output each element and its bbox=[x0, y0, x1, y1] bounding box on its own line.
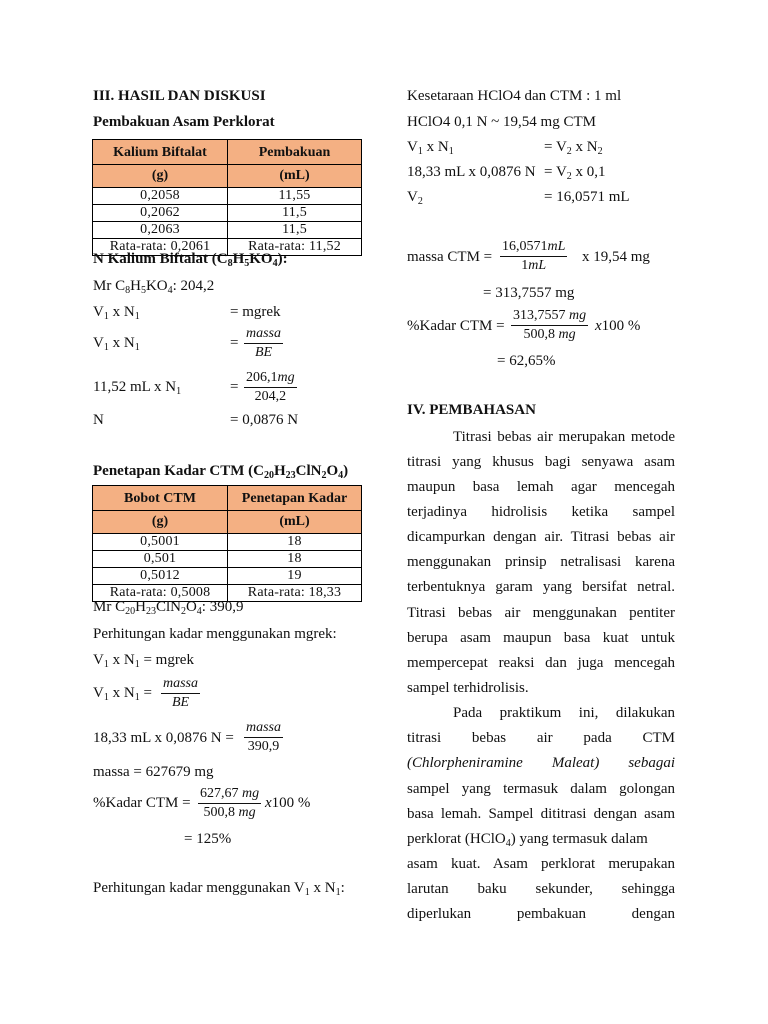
table-cell: 11,5 bbox=[228, 205, 362, 222]
table-cell: 0,5012 bbox=[93, 568, 228, 585]
kadar-ctm-label-r: %Kadar CTM = bbox=[407, 318, 505, 334]
section-title-hasil: III. HASIL DAN DISKUSI bbox=[93, 88, 266, 104]
paragraph-line: mempercepat reaksi dan juga mencegah bbox=[407, 655, 675, 671]
table-cell: 0,2058 bbox=[93, 188, 228, 205]
mr-ctm: Mr $C_{20}H_{23}ClN_2O_4$: 390,9 bbox=[93, 599, 244, 617]
paragraph-line: Pada praktikum ini, dilakukan bbox=[453, 705, 675, 721]
eq-v2-label: $V_2$ bbox=[407, 189, 423, 207]
table-header-unit-ml: (mL) bbox=[228, 165, 362, 188]
table-cell: 18 bbox=[228, 534, 362, 551]
paragraph-line: diperlukan pembakuan dengan bbox=[407, 906, 675, 922]
table-header-unit-g: (g) bbox=[93, 511, 228, 534]
table-cell: Rata-rata: 0,2061 bbox=[93, 239, 228, 256]
table-row bbox=[93, 188, 362, 205]
paragraph-line: basa lemah. Sampel dititrasi dengan asam bbox=[407, 806, 675, 822]
table-header-unit-ml: (mL) bbox=[228, 511, 362, 534]
paragraph-line: titrasi bebas air pada CTM bbox=[407, 730, 675, 746]
eq-sign: = bbox=[230, 379, 239, 395]
table-header-bobot: Bobot CTM bbox=[93, 486, 228, 511]
table-row bbox=[93, 551, 362, 568]
massa-ctm-label: massa CTM = bbox=[407, 249, 493, 265]
eq-v1n1-massa: $V_1$ x $N_1$ = bbox=[93, 685, 152, 703]
fraction-62767-5008: $\frac{627,67 mg}{500,8 mg}$ bbox=[200, 786, 260, 820]
eq-v1n1-label-2: $V_1$ x $N_1$ bbox=[93, 335, 140, 353]
paragraph-line: perklorat (HClO$_4$) yang termasuk dalam bbox=[407, 831, 648, 849]
paragraph-line: asam kuat. Asam perklorat merupakan bbox=[407, 856, 675, 872]
eq-v2n2: = $V_2$ x $N_2$ bbox=[544, 139, 603, 157]
table-header-pembakuan: Pembakuan bbox=[228, 140, 362, 165]
eq-1833-r: 18,33 mL x 0,0876 N bbox=[407, 164, 536, 180]
x100-percent-r: x100 % bbox=[595, 318, 641, 334]
paragraph-line: menggunakan prinsip netralisasi karena bbox=[407, 554, 675, 570]
paragraph-line: berupa asam maupun basa kuat untuk bbox=[407, 630, 675, 646]
fraction-2061-2042: $\frac{206,1mg}{204,2}$ bbox=[246, 370, 295, 404]
paragraph-line: sampel terhidrolisis. bbox=[407, 680, 529, 696]
table-cell: 11,5 bbox=[228, 222, 362, 239]
table-cell: 0,5001 bbox=[93, 534, 228, 551]
paragraph-line: dicampurkan dengan air. Titrasi bebas air bbox=[407, 529, 675, 545]
kadar-result: = 125% bbox=[184, 831, 232, 847]
massa-ctm-result: = 313,7557 mg bbox=[483, 285, 575, 301]
x-1954-mg: x 19,54 mg bbox=[582, 249, 650, 265]
table-cell: 19 bbox=[228, 568, 362, 585]
table-cell: 0,2063 bbox=[93, 222, 228, 239]
heading-n-kalium-biftalat: N Kalium Biftalat $(C_8H_5KO_4)$: bbox=[93, 251, 288, 269]
table-cell: 0,2062 bbox=[93, 205, 228, 222]
perhitungan-v1n1-label: Perhitungan kadar menggunakan $V_1$ x $N_1$: bbox=[93, 880, 345, 898]
table-row bbox=[93, 222, 362, 239]
x100-percent: x100 % bbox=[265, 795, 311, 811]
table-cell: 11,55 bbox=[228, 188, 362, 205]
paragraph-line: sampel yang termasuk dalam golongan bbox=[407, 781, 675, 797]
table-cell: Rata-rata: 11,52 bbox=[228, 239, 362, 256]
massa-result: massa = 627679 mg bbox=[93, 764, 214, 780]
table-row bbox=[93, 568, 362, 585]
eq-v2-result: = 16,0571 mL bbox=[544, 189, 630, 205]
fraction-160571-1ml: $\frac{16,0571mL}{1mL}$ bbox=[502, 239, 566, 273]
paragraph-line: Titrasi bebas air menggunakan pentiter bbox=[407, 605, 675, 621]
eq-v1n1-mgrek: $V_1$ x $N_1$ = mgrek bbox=[93, 652, 194, 670]
paragraph-line: maupun basa lemah agar mencegah bbox=[407, 479, 675, 495]
eq-v2-x01: = $V_2$ x 0,1 bbox=[544, 164, 606, 182]
eq-n-label: N bbox=[93, 412, 104, 428]
eq-v1n1-label: $V_1$ x $N_1$ bbox=[93, 304, 140, 322]
eq-n-result: = 0,0876 N bbox=[230, 412, 299, 428]
table-cell: 0,501 bbox=[93, 551, 228, 568]
table-header-unit-g: (g) bbox=[93, 165, 228, 188]
table-pembakuan bbox=[92, 139, 362, 256]
fraction-massa-be-2: massa BE bbox=[163, 676, 199, 710]
paragraph-line: Titrasi bebas air merupakan metode bbox=[453, 429, 675, 445]
table-penetapan-kadar bbox=[92, 485, 362, 602]
subheading-pembakuan: Pembakuan Asam Perklorat bbox=[93, 114, 275, 130]
table-row bbox=[93, 205, 362, 222]
paragraph-line: titrasi yang khusus bagi senyawa asam bbox=[407, 454, 675, 470]
paragraph-line: terbentuknya garam yang bersifat netral. bbox=[407, 579, 675, 595]
section-title-pembahasan: IV. PEMBAHASAN bbox=[407, 402, 536, 418]
table-row bbox=[93, 534, 362, 551]
kesetaraan-line-1: Kesetaraan HClO4 dan CTM : 1 ml bbox=[407, 88, 622, 104]
fraction-massa-3909: massa 390,9 bbox=[246, 720, 282, 754]
kadar-ctm-result-r: = 62,65% bbox=[497, 353, 556, 369]
table-cell: Rata-rata: 0,5008 bbox=[93, 585, 228, 602]
paragraph-line: (Chlorpheniramine Maleat) sebagai bbox=[407, 755, 675, 771]
fraction-3137557-5008: $\frac{313,7557 mg}{500,8 mg}$ bbox=[513, 308, 587, 342]
table-header-penetapan: Penetapan Kadar bbox=[228, 486, 362, 511]
paragraph-line: terjadinya hidrolisis ketika sampel bbox=[407, 504, 675, 520]
perhitungan-mgrek-label: Perhitungan kadar menggunakan mgrek: bbox=[93, 626, 337, 642]
eq-mgrek: = mgrek bbox=[230, 304, 281, 320]
table-cell: Rata-rata: 18,33 bbox=[228, 585, 362, 602]
eq-1152-label: 11,52 mL x $N_1$ bbox=[93, 379, 182, 397]
kadar-ctm-label: %Kadar CTM = bbox=[93, 795, 191, 811]
table-header-kalium: Kalium Biftalat bbox=[93, 140, 228, 165]
table-cell: 18 bbox=[228, 551, 362, 568]
eq-sign: = bbox=[230, 335, 239, 351]
kesetaraan-line-2: HClO4 0,1 N ~ 19,54 mg CTM bbox=[407, 114, 596, 130]
subheading-penetapan-kadar: Penetapan Kadar CTM $(C_{20}H_{23}ClN_2O_4)$ bbox=[93, 463, 349, 481]
eq-v1n1-r: $V_1$ x $N_1$ bbox=[407, 139, 454, 157]
mr-kalium-biftalat: Mr $C_8H_5KO_4$: 204,2 bbox=[93, 278, 215, 296]
fraction-massa-be: massa BE bbox=[246, 326, 282, 360]
eq-1833-label: 18,33 mL x 0,0876 N = bbox=[93, 730, 234, 746]
paragraph-line: larutan baku sekunder, sehingga bbox=[407, 881, 675, 897]
